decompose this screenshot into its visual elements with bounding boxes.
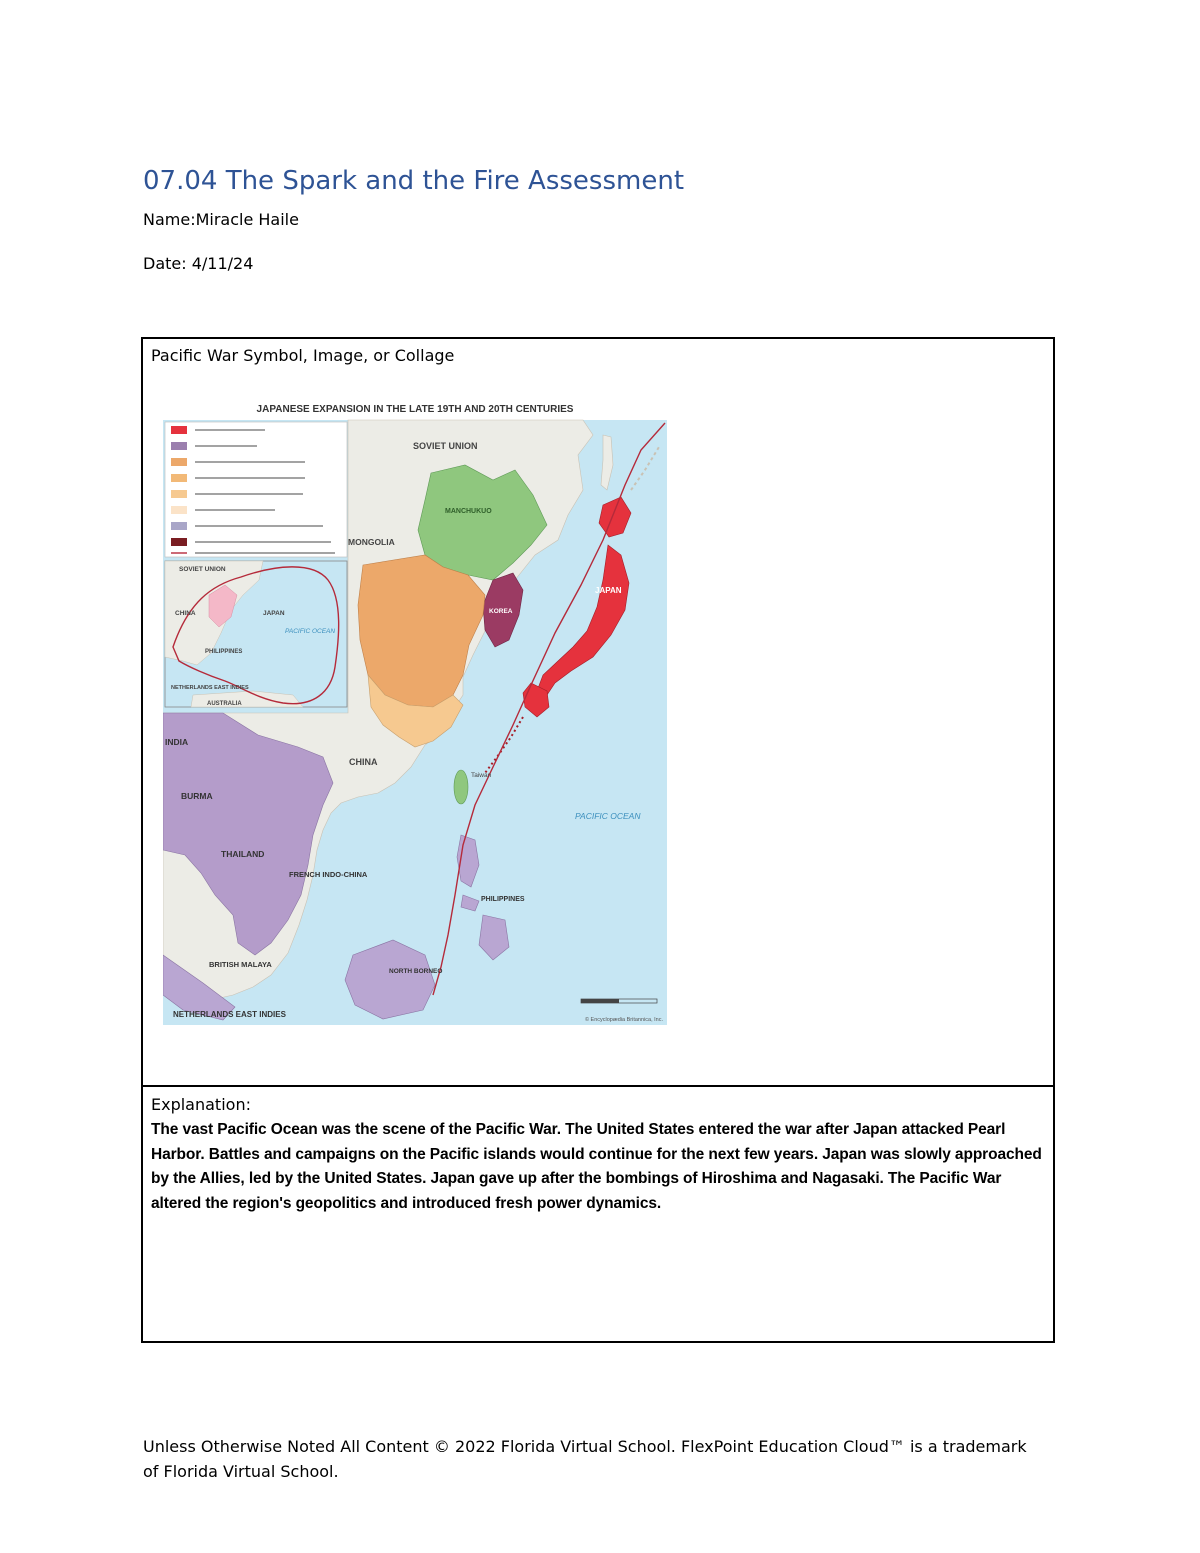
legend-swatch-4: [171, 474, 187, 482]
map-label-manchukuo: MANCHUKUO: [445, 508, 492, 515]
map-label-china: CHINA: [349, 757, 378, 767]
map-label-philippines: PHILIPPINES: [481, 896, 525, 903]
legend-swatch-6: [171, 506, 187, 514]
map-label-burma: BURMA: [181, 791, 213, 801]
inset-label-soviet-union: SOVIET UNION: [179, 566, 226, 573]
legend-line-6: [195, 509, 275, 511]
map-label-soviet-union: SOVIET UNION: [413, 441, 478, 451]
map-inset: [165, 561, 347, 707]
inset-label-philippines: PHILIPPINES: [205, 649, 243, 655]
explanation-cell: [141, 1085, 1055, 1343]
image-cell-label: Pacific War Symbol, Image, or Collage: [151, 346, 455, 365]
map-legend: [165, 422, 347, 557]
map-label-india: INDIA: [165, 737, 189, 747]
map-title: JAPANESE EXPANSION IN THE LATE 19TH AND 20TH CENTURIES: [256, 404, 574, 415]
legend-swatch-1: [171, 426, 187, 434]
map-credit: © Encyclopædia Britannica, Inc.: [584, 1017, 663, 1023]
legend-swatch-7: [171, 522, 187, 530]
submission-date: Date: 4/11/24: [143, 254, 254, 273]
map-label-taiwan: Taiwan: [471, 772, 492, 779]
map-island-taiwan: [454, 770, 468, 804]
map-label-korea: KOREA: [489, 608, 513, 615]
legend-swatch-5: [171, 490, 187, 498]
inset-label-pacific: PACIFIC OCEAN: [285, 628, 336, 635]
explanation-label: Explanation:: [151, 1095, 251, 1114]
map-label-thailand: THAILAND: [221, 849, 265, 859]
legend-line-5: [195, 493, 303, 495]
map-scale-bar-fill: [581, 999, 619, 1003]
inset-label-japan: JAPAN: [263, 610, 285, 617]
legend-frame: [165, 422, 347, 557]
student-name: Name:Miracle Haile: [143, 210, 299, 229]
inset-label-nei: NETHERLANDS EAST INDIES: [171, 685, 249, 691]
legend-line-8: [195, 541, 331, 543]
legend-line-9: [195, 552, 335, 554]
copyright-footer: Unless Otherwise Noted All Content © 2022 Florida Virtual School. FlexPoint Education Cloud™ is a trademark of Florida Virtual School.: [143, 1437, 1027, 1481]
inset-label-australia: AUSTRALIA: [207, 701, 242, 707]
map-label-mongolia: MONGOLIA: [348, 537, 395, 547]
map-label-north-borneo: NORTH BORNEO: [389, 968, 443, 975]
map-label-netherlands-east-indies: NETHERLANDS EAST INDIES: [173, 1010, 286, 1019]
legend-line-7: [195, 525, 323, 527]
legend-swatch-3: [171, 458, 187, 466]
legend-line-2: [195, 445, 257, 447]
explanation-text: The vast Pacific Ocean was the scene of the Pacific War. The United States entered the war after Japan attacked Pearl Harbor. Battles and campaigns on the Pacific islands would continue for the next few years. Japan was slowly approached by the Allies, led by the United States. Japan gave up after the bombings of Hiroshima and Nagasaki. The Pacific War altered the region's geopolitics and introduced fresh power dynamics.: [151, 1121, 1042, 1212]
legend-swatch-8: [171, 538, 187, 546]
page-title: 07.04 The Spark and the Fire Assessment: [143, 166, 685, 196]
japanese-expansion-map: [163, 395, 667, 1025]
legend-line-1: [195, 429, 265, 431]
legend-swatch-2: [171, 442, 187, 450]
map-label-pacific-ocean: PACIFIC OCEAN: [575, 811, 641, 821]
legend-line-4: [195, 477, 305, 479]
map-label-japan: JAPAN: [595, 586, 622, 595]
inset-label-china: CHINA: [175, 610, 196, 617]
map-label-french-indochina: FRENCH INDO-CHINA: [289, 870, 368, 879]
legend-line-3: [195, 461, 305, 463]
map-label-british-malaya: BRITISH MALAYA: [209, 960, 272, 969]
